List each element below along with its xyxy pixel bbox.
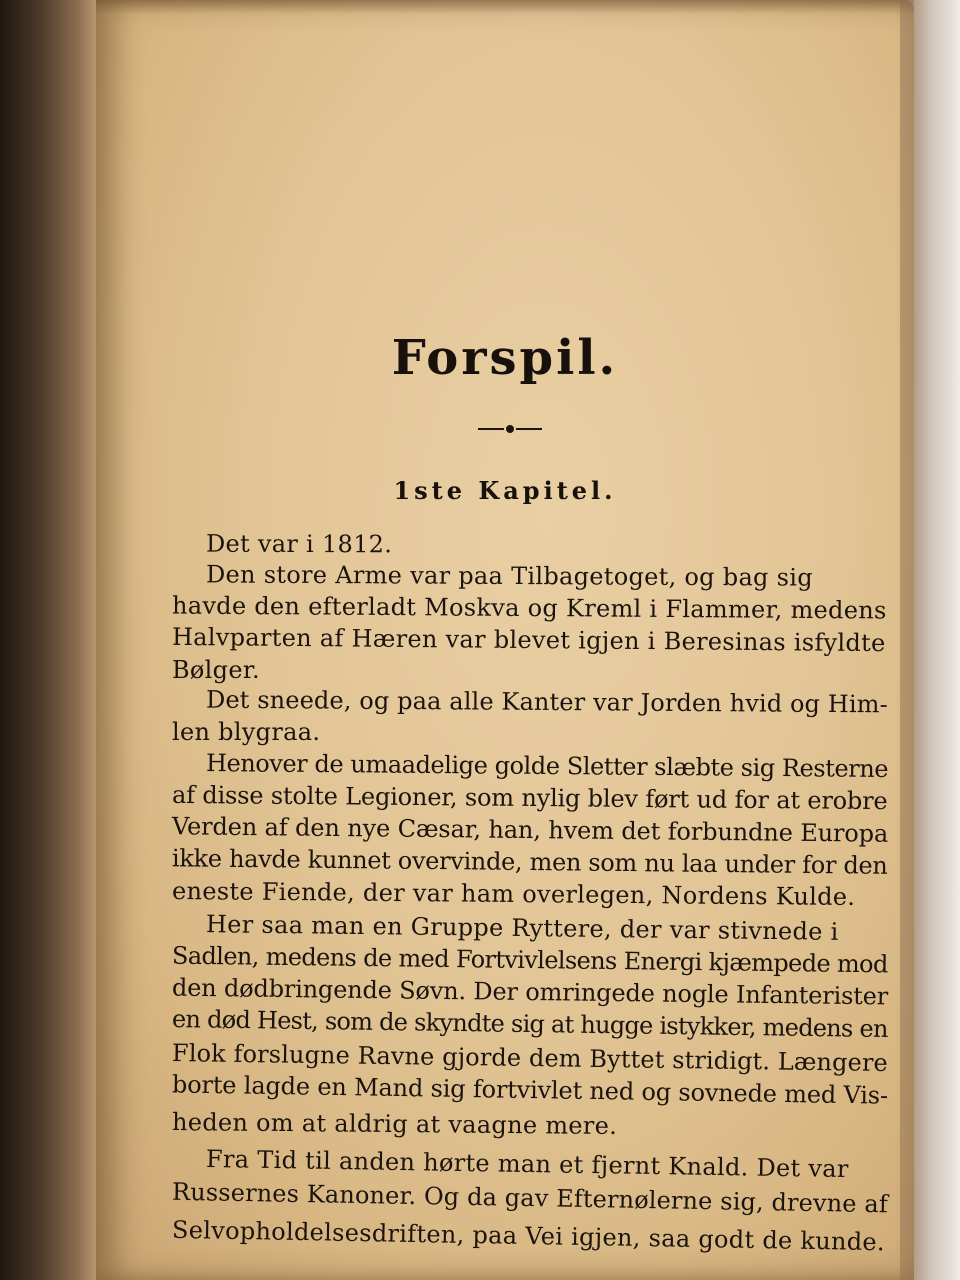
- text-line: borte lagde en Mand sig fortvivlet ned og sovnede med Vis-: [171, 1070, 889, 1110]
- page-content: [96, 0, 914, 1280]
- text-line: Henover de umaadelige golde Sletter slæbte sig Resterne: [205, 749, 889, 783]
- text-line: en død Hest, som de skyndte sig at hugge istykker, medens en: [171, 1005, 888, 1043]
- title-ornament: [478, 424, 542, 434]
- text-line: Russernes Kanoner. Og da gav Efternølerne sig, drevne af: [171, 1177, 889, 1219]
- page-title: Forspil.: [391, 330, 619, 386]
- ornament-line-right: [516, 428, 542, 430]
- chapter-heading: 1ste Kapitel.: [393, 476, 617, 505]
- text-line: Fra Tid til anden hørte man et fjernt Knald. Det var: [205, 1144, 849, 1184]
- page-top-shadow: [96, 0, 914, 14]
- text-line: Det sneede, og paa alle Kanter var Jorden hvid og Him-: [205, 685, 888, 719]
- text-line: eneste Fiende, der var ham overlegen, Nordens Kulde.: [171, 877, 856, 911]
- text-line: den dødbringende Søvn. Der omringede nogle Infanterister: [171, 973, 889, 1011]
- text-line: Den store Arme var paa Tilbagetoget, og bag sig: [205, 560, 814, 592]
- text-line: heden om at aldrig at vaagne mere.: [171, 1108, 618, 1140]
- text-line: havde den efterladt Moskva og Kreml i Flammer, medens: [171, 591, 887, 625]
- ornament-line-left: [478, 428, 504, 430]
- ornament-dot: [506, 425, 514, 433]
- book-page: [96, 0, 914, 1280]
- text-line: Verden af den nye Cæsar, han, hvem det forbundne Europa: [171, 812, 889, 848]
- text-line: Flok forslugne Ravne gjorde dem Byttet stridigt. Længere: [171, 1039, 889, 1077]
- text-line: Det var i 1812.: [205, 529, 393, 559]
- text-line: af disse stolte Legioner, som nylig blev ført ud for at erobre: [171, 780, 888, 816]
- text-line: Halvparten af Hæren var blevet igjen i Beresinas isfyldte: [171, 622, 886, 658]
- page-right-shadow: [900, 0, 960, 1280]
- text-line: ikke havde kunnet overvinde, men som nu laa under for den: [171, 844, 888, 880]
- text-line: Her saa man en Gruppe Ryttere, der var stivnede i: [205, 910, 839, 946]
- facing-page-edge: [0, 0, 110, 1280]
- text-line: Selvopholdelsesdriften, paa Vei igjen, saa godt de kunde.: [171, 1215, 886, 1257]
- text-line: Sadlen, medens de med Fortvivlelsens Energi kjæmpede mod: [171, 941, 888, 979]
- text-line: Bølger.: [172, 656, 260, 684]
- text-line: len blygraa.: [172, 718, 321, 746]
